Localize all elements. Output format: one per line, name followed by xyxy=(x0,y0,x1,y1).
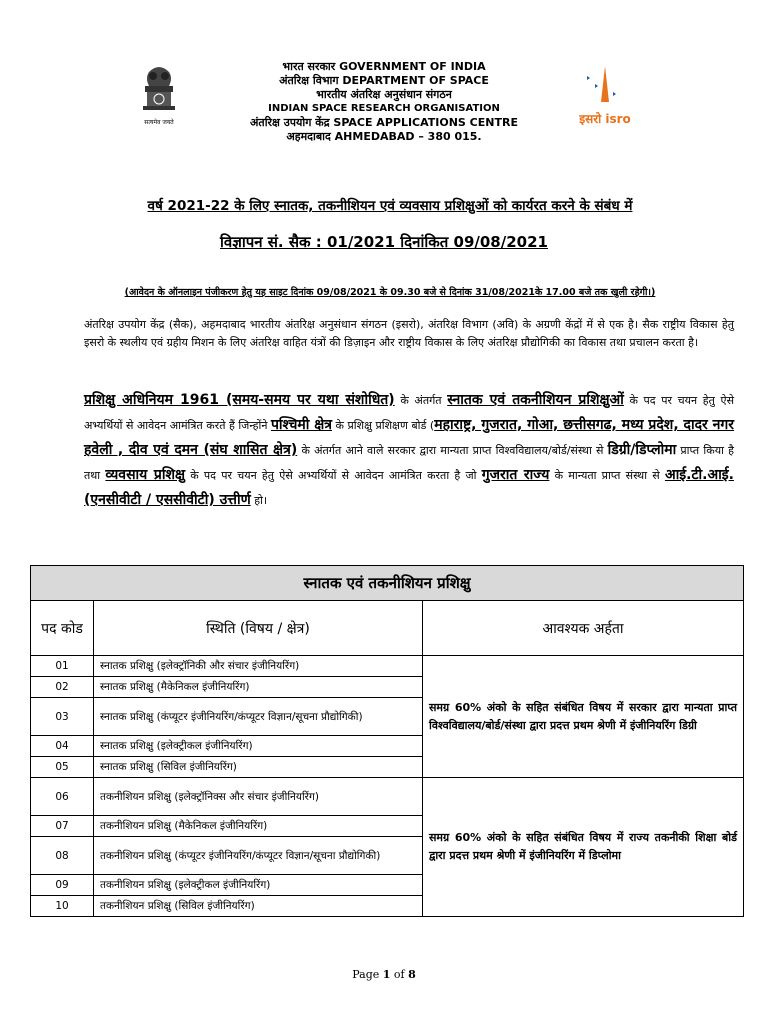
trade-apprentice: व्यवसाय प्रशिक्षु xyxy=(105,467,186,483)
post-status: स्नातक प्रशिक्षु (इलेक्ट्रीकल इंजीनियरिंग) xyxy=(94,736,423,757)
post-code: 01 xyxy=(31,656,94,677)
apprentice-type-graduate: स्नातक एवं तकनीशियन प्रशिक्षुओं xyxy=(447,392,624,408)
para-text: प्राप्त किया है तथा xyxy=(84,444,734,482)
advertisement-number: विज्ञापन सं. सैक : 01/2021 दिनांकित 09/08/2021 xyxy=(220,233,548,251)
post-status: तकनीशियन प्रशिक्षु (मैकेनिकल इंजीनियरिंग) xyxy=(94,816,423,837)
page-title: वर्ष 2021-22 के लिए स्नातक, तकनीशियन एवं व्यवसाय प्रशिक्षुओं को कार्यरत करने के संबंध में xyxy=(147,198,633,214)
para-text: के पद पर चयन हेतु ऐसे अभ्यर्थियों से आवेदन आमंत्रित करता है जो xyxy=(185,469,482,482)
post-code: 05 xyxy=(31,757,94,778)
post-status: स्नातक प्रशिक्षु (मैकेनिकल इंजीनियरिंग) xyxy=(94,677,423,698)
degree-diploma: डिग्री/डिप्लोमा xyxy=(607,442,677,458)
header-line-dept: अंतरिक्ष विभाग DEPARTMENT OF SPACE xyxy=(279,74,489,87)
isro-logo-text: इसरो isro xyxy=(579,112,631,126)
page-prefix: Page xyxy=(352,968,383,981)
page-current: 1 xyxy=(382,968,391,981)
para-text: के अंतर्गत xyxy=(394,394,448,407)
page-total: 8 xyxy=(408,968,416,981)
post-status: स्नातक प्रशिक्षु (सिविल इंजीनियरिंग) xyxy=(94,757,423,778)
header-line-sac: अंतरिक्ष उपयोग केंद्र SPACE APPLICATIONS CENTRE xyxy=(250,116,518,129)
table-caption: स्नातक एवं तकनीशियन प्रशिक्षु xyxy=(31,566,744,601)
apprentice-table xyxy=(30,565,744,917)
western-region: पश्चिमी क्षेत्र xyxy=(270,417,333,433)
para-text: के पद पर चयन हेतु ऐसे अभ्यर्थियों से आवेदन आमंत्रित करते हैं जिन्होंने xyxy=(84,394,735,432)
para-text: हो। xyxy=(250,494,268,507)
registration-note: (आवेदन के ऑनलाइन पंजीकरण हेतु यह साइट दिनांक 09/08/2021 के 09.30 बजे से दिनांक 31/08/2021के 17.00 बजे तक खुली रहेगी।) xyxy=(124,287,656,298)
post-status: तकनीशियन प्रशिक्षु (इलेक्ट्रीकल इंजीनियरिंग) xyxy=(94,875,423,896)
post-code: 07 xyxy=(31,816,94,837)
post-status: तकनीशियन प्रशिक्षु (सिविल इंजीनियरिंग) xyxy=(94,896,423,917)
post-code: 08 xyxy=(31,837,94,875)
post-code: 06 xyxy=(31,778,94,816)
header-block xyxy=(0,60,768,144)
column-header-code: पद कोड xyxy=(31,601,94,656)
para-text: के प्रशिक्षु प्रशिक्षण बोर्ड ( xyxy=(332,419,435,432)
states-list: महाराष्ट्र, गुजरात, गोआ, छत्तीसगढ, मध्य प्रदेश, दादर नगर हवेली , दीव एवं दमन (संघ शासित क्षेत्र) xyxy=(84,417,735,458)
header-line-isro-hindi: भारतीय अंतरिक्ष अनुसंधान संगठन xyxy=(316,88,452,101)
column-header-qualification: आवश्यक अर्हता xyxy=(423,601,744,656)
post-code: 02 xyxy=(31,677,94,698)
header-line-isro-english: INDIAN SPACE RESEARCH ORGANISATION xyxy=(268,103,500,114)
isro-logo-icon xyxy=(565,62,645,134)
para-text: के मान्यता प्राप्त संस्था से xyxy=(549,469,665,482)
post-code: 03 xyxy=(31,698,94,736)
para-text: के अंतर्गत आने वाले सरकार द्वारा मान्यता प्राप्त विश्वविद्यालय/बोर्ड/संस्था से xyxy=(297,444,608,457)
table-row xyxy=(31,778,744,816)
header-line-city: अहमदाबाद AHMEDABAD – 380 015. xyxy=(286,130,482,143)
qualification-graduate: समग्र 60% अंको के सहित संबंधित विषय में सरकार द्वारा मान्यता प्राप्त विश्वविद्यालय/बोर्ड/संस्था द्वारा प्रदत्त प्रथम श्रेणी में इंजीनियरिंग डिग्री xyxy=(423,656,744,778)
act-reference: प्रशिक्षु अधिनियम 1961 (समय-समय पर यथा संशोधित) xyxy=(84,392,395,408)
gujarat-state: गुजरात राज्य xyxy=(481,467,550,483)
page-of: of xyxy=(390,968,409,981)
post-status: तकनीशियन प्रशिक्षु (इलेक्ट्रॉनिक्स और संचार इंजीनियरिंग) xyxy=(94,778,423,816)
emblem-motto: सत्यमेव जयते xyxy=(144,119,174,126)
post-status: स्नातक प्रशिक्षु (इलेक्ट्रॉनिकी और संचार इंजीनियरिंग) xyxy=(94,656,423,677)
post-code: 04 xyxy=(31,736,94,757)
header-line-govt: भारत सरकार GOVERNMENT OF INDIA xyxy=(282,60,486,73)
post-code: 09 xyxy=(31,875,94,896)
table-row xyxy=(31,656,744,677)
iti-qualification: आई.टी.आई. (एनसीवीटी / एससीवीटी) उत्तीर्ण xyxy=(84,467,734,508)
post-status: स्नातक प्रशिक्षु (कंप्यूटर इंजीनियरिंग/कंप्यूटर विज्ञान/सूचना प्रौद्योगिकी) xyxy=(94,698,423,736)
page-number xyxy=(0,968,768,981)
post-status: तकनीशियन प्रशिक्षु (कंप्यूटर इंजीनियरिंग/कंप्यूटर विज्ञान/सूचना प्रौद्योगिकी) xyxy=(94,837,423,875)
column-header-status: स्थिति (विषय / क्षेत्र) xyxy=(94,601,423,656)
post-code: 10 xyxy=(31,896,94,917)
qualification-technician: समग्र 60% अंको के सहित संबंधित विषय में राज्य तकनीकी शिक्षा बोर्ड द्वारा प्रदत्त प्रथम श्रेणी में इंजीनियरिंग में डिप्लोमा xyxy=(423,778,744,917)
intro-paragraph: अंतरिक्ष उपयोग केंद्र (सैक), अहमदाबाद भारतीय अंतरिक्ष अनुसंधान संगठन (इसरो), अंतरिक्ष विभाग (अवि) के अग्रणी केंद्रों में से एक है। सैक राष्ट्रीय विकास हेतु इसरो के स्थलीय एवं ग्रहीय मिशन के लिए अंतरिक्ष वाहित यंत्रों की डिज़ाइन और राष्ट्रीय विकास के लिए अंतरिक्ष प्रौद्योगिकी का विकास तथा प्रचालन करता है। xyxy=(84,318,734,349)
eligibility-paragraph xyxy=(84,388,734,513)
